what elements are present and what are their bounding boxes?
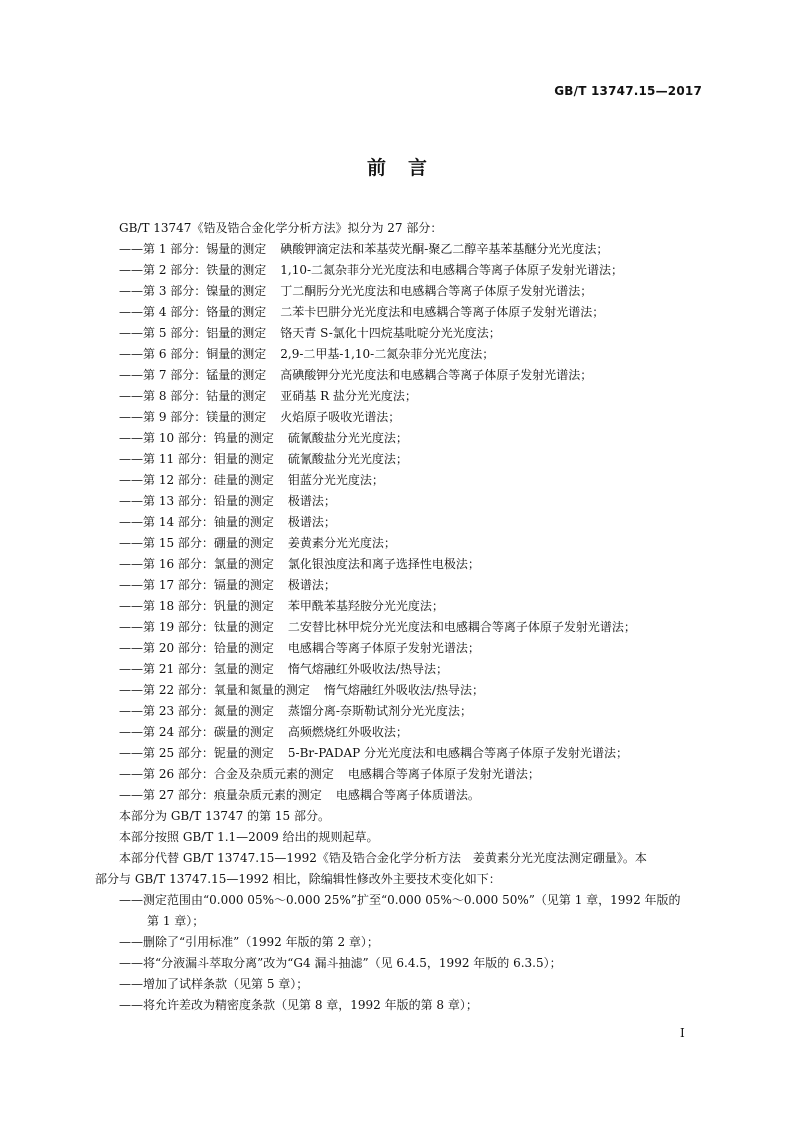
part-title: 第 4 部分：铬量的测定 (143, 305, 267, 319)
list-dash: —— (119, 767, 143, 781)
document-body (95, 218, 707, 1016)
part-title: 第 1 部分：锡量的测定 (143, 242, 267, 256)
list-dash: —— (119, 368, 143, 382)
list-dash: —— (119, 956, 143, 970)
change-text: 将允许差改为精密度条款（见第 8 章，1992 年版的第 8 章）； (143, 998, 478, 1012)
list-dash: —— (119, 620, 143, 634)
part-method: 蒸馏分离-奈斯勒试剂分光光度法； (287, 704, 472, 718)
list-dash: —— (119, 746, 143, 760)
list-dash: —— (119, 284, 143, 298)
part-method: 铬天青 S-氯化十四烷基吡啶分光光度法； (280, 326, 501, 340)
part-list-item (95, 428, 707, 449)
part-list-item (95, 323, 707, 344)
list-dash: —— (119, 263, 143, 277)
part-list-item (95, 554, 707, 575)
part-method: 2,9-二甲基-1,10-二氮杂菲分光光度法； (280, 347, 495, 361)
drafting-statement: 本部分按照 GB/T 1.1—2009 给出的规则起草。 (119, 830, 379, 844)
part-list-item (95, 512, 707, 533)
part-list-item (95, 617, 707, 638)
part-method: 火焰原子吸收光谱法； (280, 410, 401, 424)
part-list-item (95, 722, 707, 743)
part-method: 高碘酸钾分光光度法和电感耦合等离子体原子发射光谱法； (280, 368, 593, 382)
part-method: 高频燃烧红外吸收法； (287, 725, 408, 739)
list-dash: —— (119, 683, 143, 697)
part-list-item (95, 281, 707, 302)
replaces-statement-line1: 本部分代替 GB/T 13747.15—1992《锆及锆合金化学分析方法 姜黄素分光光度法测定硼量》。本 (119, 851, 647, 865)
list-dash: —— (119, 494, 143, 508)
part-list-item (95, 302, 707, 323)
change-text: 删除了“引用标准”（1992 年版的第 2 章）； (143, 935, 379, 949)
list-dash: —— (119, 557, 143, 571)
part-method: 惰气熔融红外吸收法/热导法； (323, 683, 484, 697)
list-dash: —— (119, 536, 143, 550)
part-list-item (95, 449, 707, 470)
part-method: 二安替比林甲烷分光光度法和电感耦合等离子体原子发射光谱法； (287, 620, 636, 634)
part-title: 第 3 部分：镍量的测定 (143, 284, 267, 298)
replaces-statement-line2: 部分与 GB/T 13747.15—1992 相比，除编辑性修改外主要技术变化如下： (95, 872, 501, 886)
part-title: 第 19 部分：钛量的测定 (143, 620, 274, 634)
list-dash: —— (119, 515, 143, 529)
part-method: 亚硝基 R 盐分光光度法； (280, 389, 417, 403)
list-dash: —— (119, 431, 143, 445)
part-method: 硫氰酸盐分光光度法； (287, 431, 408, 445)
part-list-item (95, 491, 707, 512)
part-list-item (95, 533, 707, 554)
change-list-item (95, 953, 707, 974)
list-dash: —— (119, 389, 143, 403)
part-list-item (95, 407, 707, 428)
this-part-statement: 本部分为 GB/T 13747 的第 15 部分。 (119, 809, 330, 823)
part-title: 第 15 部分：硼量的测定 (143, 536, 274, 550)
part-title: 第 12 部分：硅量的测定 (143, 473, 274, 487)
part-list-item (95, 596, 707, 617)
list-dash: —— (119, 935, 143, 949)
changes-list (95, 890, 707, 1016)
part-method: 丁二酮肟分光光度法和电感耦合等离子体原子发射光谱法； (280, 284, 593, 298)
change-continuation: 第 1 章）； (147, 914, 205, 928)
part-method: 硫氰酸盐分光光度法； (287, 452, 408, 466)
part-method: 钼蓝分光光度法； (287, 473, 384, 487)
change-list-item (95, 995, 707, 1016)
part-title: 第 13 部分：铅量的测定 (143, 494, 274, 508)
part-title: 第 10 部分：钨量的测定 (143, 431, 274, 445)
part-list-item (95, 386, 707, 407)
change-list-item (95, 890, 707, 911)
part-list-item (95, 785, 707, 806)
list-dash: —— (119, 305, 143, 319)
part-title: 第 8 部分：钴量的测定 (143, 389, 267, 403)
part-list-item (95, 260, 707, 281)
change-text: 测定范围由“0.000 05%～0.000 25%”扩至“0.000 05%～0.000 50%”（见第 1 章，1992 年版的 (143, 893, 681, 907)
part-title: 第 11 部分：钼量的测定 (143, 452, 274, 466)
part-list-item (95, 575, 707, 596)
part-method: 电感耦合等离子体原子发射光谱法； (347, 767, 540, 781)
change-text: 将“分液漏斗萃取分离”改为“G4 漏斗抽滤”（见 6.4.5，1992 年版的 6.3.5）； (143, 956, 562, 970)
part-list-item (95, 764, 707, 785)
part-method: 极谱法； (287, 515, 336, 529)
part-list-item (95, 344, 707, 365)
list-dash: —— (119, 641, 143, 655)
page-title: 前言 (366, 157, 449, 179)
list-dash: —— (119, 977, 143, 991)
part-title: 第 27 部分：痕量杂质元素的测定 (143, 788, 322, 802)
list-dash: —— (119, 410, 143, 424)
part-title: 第 20 部分：铪量的测定 (143, 641, 274, 655)
part-list-item (95, 470, 707, 491)
standard-code: GB/T 13747.15—2017 (554, 84, 702, 98)
part-list-item (95, 680, 707, 701)
part-list-item (95, 365, 707, 386)
part-title: 第 6 部分：铜量的测定 (143, 347, 267, 361)
part-list-item (95, 638, 707, 659)
part-list-item (95, 701, 707, 722)
list-dash: —— (119, 998, 143, 1012)
part-title: 第 16 部分：氯量的测定 (143, 557, 274, 571)
part-method: 1,10-二氮杂菲分光光度法和电感耦合等离子体原子发射光谱法； (280, 263, 624, 277)
list-dash: —— (119, 473, 143, 487)
part-method: 电感耦合等离子体质谱法。 (335, 788, 480, 802)
part-list-item (95, 239, 707, 260)
list-dash: —— (119, 452, 143, 466)
change-list-item (95, 932, 707, 953)
list-dash: —— (119, 326, 143, 340)
part-title: 第 5 部分：铝量的测定 (143, 326, 267, 340)
part-title: 第 2 部分：铁量的测定 (143, 263, 267, 277)
list-dash: —— (119, 242, 143, 256)
part-title: 第 21 部分：氢量的测定 (143, 662, 274, 676)
part-method: 电感耦合等离子体原子发射光谱法； (287, 641, 480, 655)
part-method: 极谱法； (287, 578, 336, 592)
part-method: 5-Br-PADAP 分光光度法和电感耦合等离子体原子发射光谱法； (287, 746, 629, 760)
change-text: 增加了试样条款（见第 5 章）； (143, 977, 309, 991)
part-title: 第 18 部分：钒量的测定 (143, 599, 274, 613)
list-dash: —— (119, 599, 143, 613)
list-dash: —— (119, 347, 143, 361)
part-title: 第 23 部分：氮量的测定 (143, 704, 274, 718)
part-method: 惰气熔融红外吸收法/热导法； (287, 662, 448, 676)
part-title: 第 14 部分：铀量的测定 (143, 515, 274, 529)
part-list-item (95, 743, 707, 764)
list-dash: —— (119, 893, 143, 907)
list-dash: —— (119, 704, 143, 718)
parts-list (95, 239, 707, 806)
part-list-item (95, 659, 707, 680)
part-method: 氯化银浊度法和离子选择性电极法； (287, 557, 480, 571)
page-number: I (680, 1026, 685, 1040)
list-dash: —— (119, 578, 143, 592)
intro-paragraph: GB/T 13747《锆及锆合金化学分析方法》拟分为 27 部分： (119, 221, 443, 235)
part-title: 第 25 部分：铌量的测定 (143, 746, 274, 760)
change-list-item (95, 974, 707, 995)
part-title: 第 26 部分：合金及杂质元素的测定 (143, 767, 334, 781)
part-method: 二苯卡巴肼分光光度法和电感耦合等离子体原子发射光谱法； (280, 305, 605, 319)
part-method: 碘酸钾滴定法和苯基荧光酮-聚乙二醇辛基苯基醚分光光度法； (280, 242, 609, 256)
part-title: 第 24 部分：碳量的测定 (143, 725, 274, 739)
part-title: 第 17 部分：镉量的测定 (143, 578, 274, 592)
part-title: 第 22 部分：氧量和氮量的测定 (143, 683, 310, 697)
list-dash: —— (119, 725, 143, 739)
part-method: 极谱法； (287, 494, 336, 508)
part-title: 第 7 部分：锰量的测定 (143, 368, 267, 382)
list-dash: —— (119, 662, 143, 676)
part-method: 姜黄素分光光度法； (287, 536, 396, 550)
list-dash: —— (119, 788, 143, 802)
part-title: 第 9 部分：镁量的测定 (143, 410, 267, 424)
part-method: 苯甲酰苯基羟胺分光光度法； (287, 599, 444, 613)
